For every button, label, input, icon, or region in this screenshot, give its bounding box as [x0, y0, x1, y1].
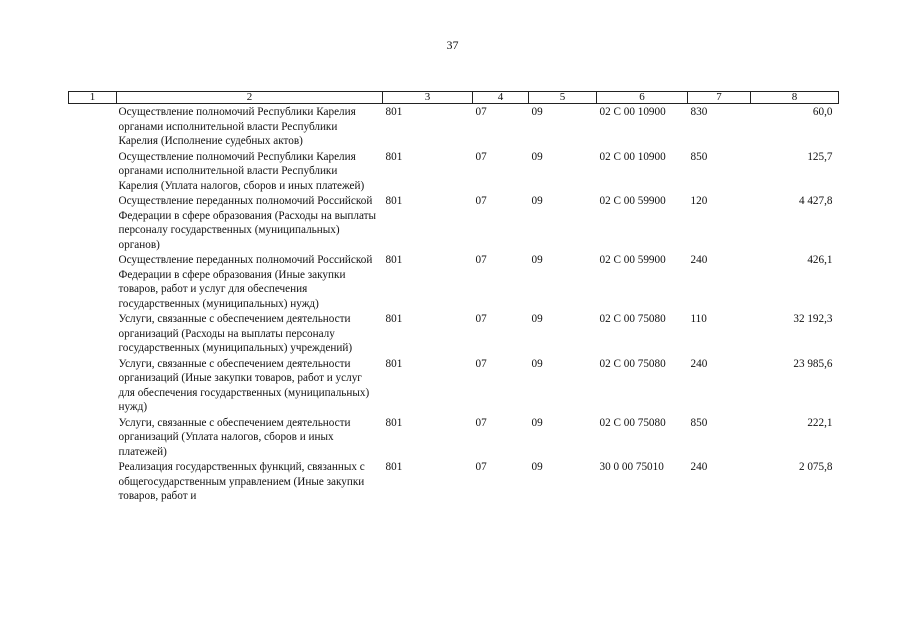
target-article-code: 02 С 00 59900	[599, 195, 666, 207]
page-number: 37	[446, 38, 459, 52]
row-index-cell	[69, 356, 117, 415]
section-code: 07	[475, 357, 487, 370]
amount: 60,0	[812, 106, 833, 118]
target-article-code: 02 С 00 75080	[599, 313, 666, 325]
subsection-code: 09	[531, 313, 543, 325]
target-article-code: 02 С 00 75080	[599, 357, 666, 370]
table-row	[69, 149, 839, 194]
expense-name: Услуги, связанные с обеспечением деятельности организаций (Иные закупки товаров, работ и услуг для обеспечения государственных (муниципальных) нужд)	[118, 357, 370, 413]
section-code: 07	[475, 254, 487, 266]
expense-type-code: 830	[690, 106, 708, 118]
expense-name: Осуществление полномочий Республики Карелия органами исполнительной власти Республики Карелия (Уплата налогов, сборов и иных платежей)	[118, 150, 365, 192]
expense-type-code: 110	[690, 313, 707, 325]
ministry-code: 801	[385, 254, 403, 266]
table-row	[69, 459, 839, 504]
table-row	[69, 311, 839, 356]
expense-name: Реализация государственных функций, связанных с общегосударственным управлением (Иные закупки товаров, работ и	[118, 461, 365, 502]
column-header-2: 2	[117, 92, 383, 104]
column-header-1: 1	[69, 92, 117, 104]
expense-type-code: 120	[690, 195, 708, 207]
row-index-cell	[69, 311, 117, 356]
amount: 23 985,6	[793, 357, 833, 370]
row-index-cell	[69, 193, 117, 252]
expense-type-code: 240	[690, 357, 708, 370]
ministry-code: 801	[385, 416, 403, 429]
row-index-cell	[69, 459, 117, 504]
amount: 125,7	[807, 150, 833, 163]
amount: 32 192,3	[793, 313, 833, 325]
subsection-code: 09	[531, 195, 543, 207]
target-article-code: 02 С 00 75080	[599, 416, 666, 429]
target-article-code: 02 С 00 10900	[599, 106, 666, 118]
column-header-5: 5	[529, 92, 597, 104]
subsection-code: 09	[531, 416, 543, 429]
budget-table	[68, 91, 839, 504]
expense-type-code: 240	[690, 461, 708, 473]
expense-type-code: 850	[690, 150, 708, 163]
expense-name: Осуществление полномочий Республики Карелия органами исполнительной власти Республики Карелия (Исполнение судебных актов)	[118, 106, 356, 147]
ministry-code: 801	[385, 313, 403, 325]
expense-type-code: 240	[690, 254, 708, 266]
target-article-code: 02 С 00 59900	[599, 254, 666, 266]
table-row	[69, 415, 839, 460]
table-header-row	[69, 92, 839, 104]
subsection-code: 09	[531, 106, 543, 118]
amount: 4 427,8	[798, 195, 833, 207]
ministry-code: 801	[385, 461, 403, 473]
section-code: 07	[475, 461, 487, 473]
expense-name: Осуществление переданных полномочий Российской Федерации в сфере образования (Иные закупки товаров, работ и услуг для обеспечения государственных (муниципальных) нужд)	[118, 254, 373, 310]
expense-name: Услуги, связанные с обеспечением деятельности организаций (Уплата налогов, сборов и иных платежей)	[118, 416, 351, 458]
ministry-code: 801	[385, 195, 403, 207]
column-header-8: 8	[751, 92, 839, 104]
column-header-6: 6	[597, 92, 688, 104]
row-index-cell	[69, 415, 117, 460]
table-row	[69, 252, 839, 311]
row-index-cell	[69, 149, 117, 194]
table-row	[69, 193, 839, 252]
row-index-cell	[69, 252, 117, 311]
table-row	[69, 104, 839, 149]
row-index-cell	[69, 104, 117, 149]
ministry-code: 801	[385, 357, 403, 370]
column-header-3: 3	[383, 92, 473, 104]
column-header-7: 7	[688, 92, 751, 104]
subsection-code: 09	[531, 461, 543, 473]
section-code: 07	[475, 195, 487, 207]
subsection-code: 09	[531, 254, 543, 266]
section-code: 07	[475, 150, 487, 163]
target-article-code: 30 0 00 75010	[599, 461, 664, 473]
section-code: 07	[475, 313, 487, 325]
amount: 222,1	[807, 416, 833, 429]
amount: 426,1	[807, 254, 833, 266]
subsection-code: 09	[531, 357, 543, 370]
column-header-4: 4	[473, 92, 529, 104]
ministry-code: 801	[385, 106, 403, 118]
section-code: 07	[475, 106, 487, 118]
expense-name: Услуги, связанные с обеспечением деятельности организаций (Расходы на выплаты персоналу государственных (муниципальных) учреждений)	[118, 313, 353, 354]
expense-name: Осуществление переданных полномочий Российской Федерации в сфере образования (Расходы на выплаты персоналу государственных (муниципальных) органов)	[118, 195, 377, 251]
amount: 2 075,8	[798, 461, 833, 473]
target-article-code: 02 С 00 10900	[599, 150, 666, 163]
section-code: 07	[475, 416, 487, 429]
subsection-code: 09	[531, 150, 543, 163]
table-row	[69, 356, 839, 415]
expense-type-code: 850	[690, 416, 708, 429]
ministry-code: 801	[385, 150, 403, 163]
